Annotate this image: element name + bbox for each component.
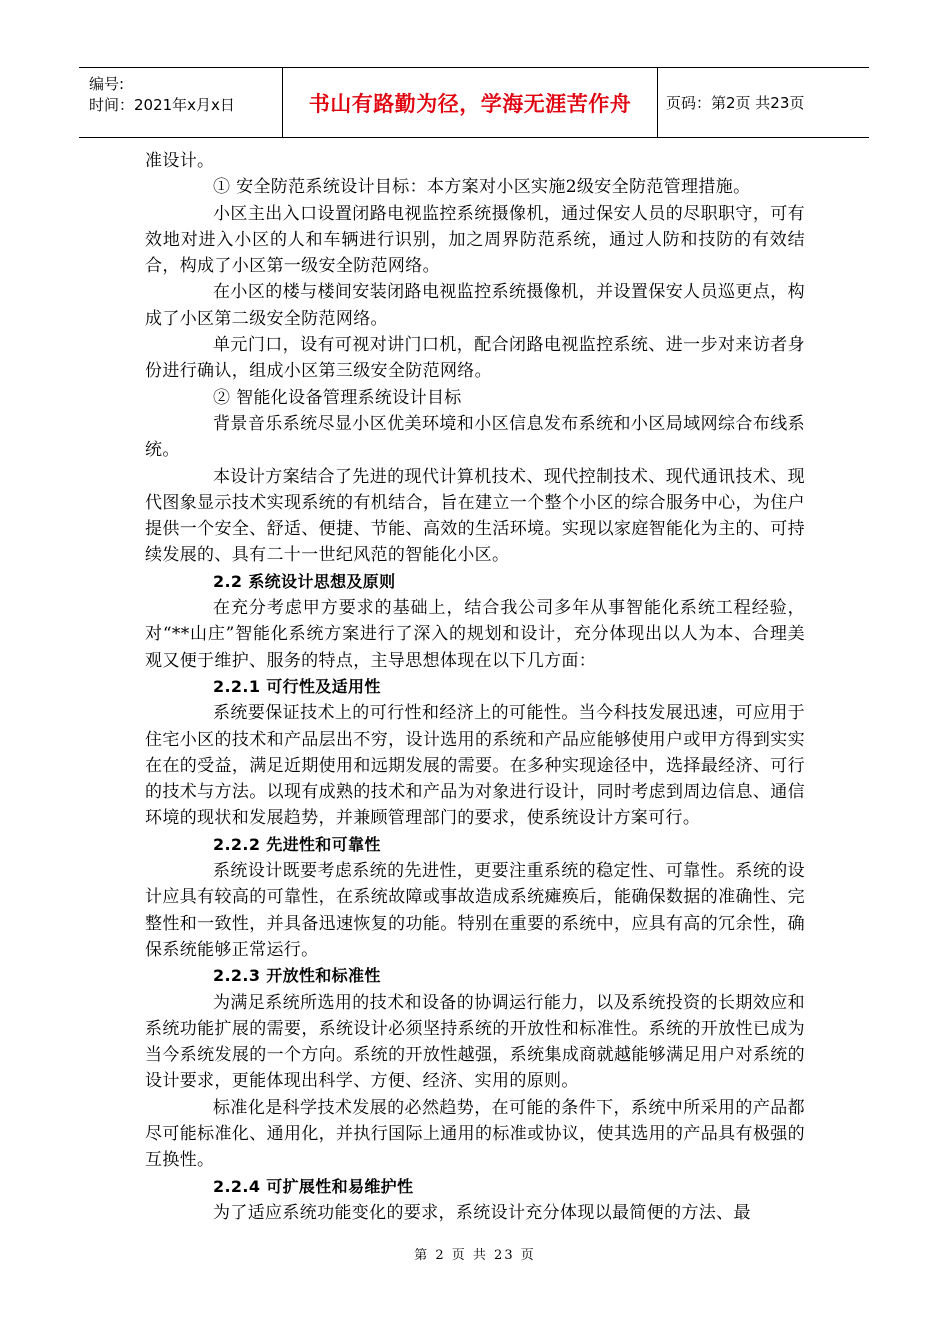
section-heading: 2.2.2 先进性和可靠性 [213, 834, 381, 854]
paragraph: 准设计。 [145, 151, 215, 171]
paragraph: 在小区的楼与楼间安装闭路电视监控系统摄像机，并设置保安人员巡更点，构成了小区第二级安全防范网络。 [145, 282, 805, 329]
section-heading: 2.2 系统设计思想及原则 [213, 571, 396, 591]
paragraph: 系统要保证技术上的可行性和经济上的可能性。当今科技发展迅速，可应用于住宅小区的技术和产品层出不穷，设计选用的系统和产品应能够使用户或甲方得到实实在在的受益，满足近期使用和远期发展的需要。在多种实现途径中，选择最经济、可行的技术与方法。以现有成熟的技术和产品为对象进行设计，同时考虑到周边信息、通信环境的现状和发展趋势，并兼顾管理部门的要求，使系统设计方案可行。 [145, 703, 805, 829]
section-heading: 2.2.3 开放性和标准性 [213, 966, 381, 986]
section-heading: 2.2.1 可行性及适用性 [213, 676, 381, 696]
header-meta [79, 68, 283, 137]
paragraph: 在充分考虑甲方要求的基础上，结合我公司多年从事智能化系统工程经验，对“**山庄”智能化系统方案进行了深入的规划和设计，充分体现出以人为本、合理美观又便于维护、服务的特点，主导思想体现在以下几方面： [145, 598, 805, 671]
paragraph: 系统设计既要考虑系统的先进性，更要注重系统的稳定性、可靠性。系统的设计应具有较高的可靠性，在系统故障或事故造成系统瘫痪后，能确保数据的准确性、完整性和一致性，并具备迅速恢复的功能。特别在重要的系统中，应具有高的冗余性，确保系统能够正常运行。 [145, 861, 805, 960]
paragraph: 本设计方案结合了先进的现代计算机技术、现代控制技术、现代通讯技术、现代图象显示技术实现系统的有机结合，旨在建立一个整个小区的综合服务中心，为住户提供一个安全、舒适、便捷、节能、高效的生活环境。实现以家庭智能化为主的、可持续发展的、具有二十一世纪风范的智能化小区。 [145, 466, 805, 566]
paragraph: 单元门口，设有可视对讲门口机，配合闭路电视监控系统、进一步对来访者身份进行确认，组成小区第三级安全防范网络。 [145, 335, 805, 382]
page-header [79, 67, 869, 138]
header-page-info: 页码：第2页 共23页 [666, 94, 805, 112]
paragraph: ② 智能化设备管理系统设计目标 [213, 387, 462, 408]
document-number-label: 编号: [89, 75, 125, 93]
paragraph: 小区主出入口设置闭路电视监控系统摄像机，通过保安人员的尽职职守，可有效地对进入小区的人和车辆进行识别，加之周界防范系统，通过人防和技防的有效结合，构成了小区第一级安全防范网络。 [145, 203, 805, 277]
document-body [145, 148, 805, 1226]
paragraph: 标准化是科学技术发展的必然趋势，在可能的条件下，系统中所采用的产品都尽可能标准化、通用化，并执行国际上通用的标准或协议，使其选用的产品具有极强的互换性。 [145, 1097, 805, 1171]
paragraph: 为满足系统所选用的技术和设备的协调运行能力，以及系统投资的长期效应和系统功能扩展的需要，系统设计必须坚持系统的开放性和标准性。系统的开放性已成为当今系统发展的一个方向。系统的开放性越强，系统集成商就越能够满足用户对系统的设计要求，更能体现出科学、方便、经济、实用的原则。 [145, 992, 805, 1092]
paragraph: 为了适应系统功能变化的要求，系统设计充分体现以最简便的方法、最 [213, 1202, 751, 1223]
page-footer: 第 2 页 共 23 页 [414, 1248, 536, 1263]
paragraph: ① 安全防范系统设计目标：本方案对小区实施2级安全防范管理措施。 [213, 177, 751, 198]
document-time-label: 时间：2021年x月x日 [89, 96, 235, 114]
section-heading: 2.2.4 可扩展性和易维护性 [213, 1176, 414, 1196]
paragraph: 背景音乐系统尽显小区优美环境和小区信息发布系统和小区局域网综合布线系统。 [145, 413, 805, 461]
header-motto: 书山有路勤为径，学海无涯苦作舟 [283, 68, 658, 137]
